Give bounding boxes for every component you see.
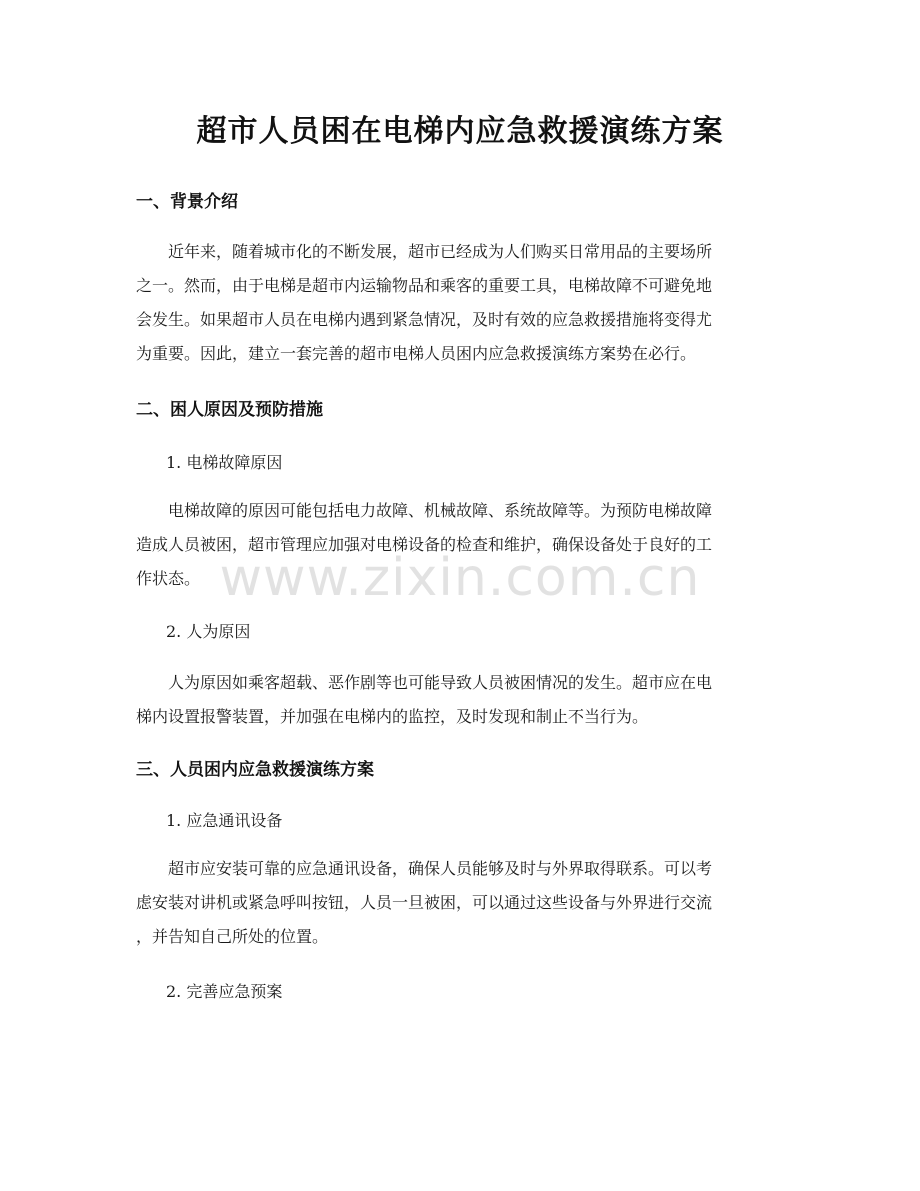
- paragraph-line: 电梯故障的原因可能包括电力故障、机械故障、系统故障等。为预防电梯故障: [168, 501, 713, 520]
- paragraph-line: 超市应安装可靠的应急通讯设备，确保人员能够及时与外界取得联系。可以考: [168, 859, 713, 878]
- paragraph-line: 之一。然而，由于电梯是超市内运输物品和乘客的重要工具，电梯故障不可避免地: [136, 276, 713, 295]
- subheading-elevator-fault: 1. 电梯故障原因: [166, 453, 283, 472]
- paragraph-line: ，并告知自己所处的位置。: [136, 927, 329, 946]
- subheading-communication: 1. 应急通讯设备: [166, 811, 283, 830]
- paragraph-background: [136, 235, 784, 371]
- paragraph-communication: [136, 852, 784, 954]
- paragraph-elevator-fault: [136, 494, 784, 596]
- section-heading-drill-plan: 三、人员困内应急救援演练方案: [136, 760, 374, 780]
- paragraph-line: 人为原因如乘客超载、恶作剧等也可能导致人员被困情况的发生。超市应在电: [168, 673, 713, 692]
- subheading-emergency-plan: 2. 完善应急预案: [166, 982, 283, 1001]
- paragraph-line: 梯内设置报警装置，并加强在电梯内的监控，及时发现和制止不当行为。: [136, 707, 649, 726]
- section-heading-background: 一、背景介绍: [136, 192, 238, 212]
- paragraph-human-factors: [136, 666, 784, 734]
- paragraph-line: 造成人员被困，超市管理应加强对电梯设备的检查和维护，确保设备处于良好的工: [136, 535, 713, 554]
- section-heading-causes: 二、困人原因及预防措施: [136, 400, 323, 420]
- paragraph-line: 作状态。: [136, 569, 201, 588]
- paragraph-line: 虑安装对讲机或紧急呼叫按钮，人员一旦被困，可以通过这些设备与外界进行交流: [136, 893, 713, 912]
- subheading-human-factors: 2. 人为原因: [166, 622, 251, 641]
- paragraph-line: 为重要。因此，建立一套完善的超市电梯人员困内应急救援演练方案势在必行。: [136, 344, 697, 363]
- paragraph-line: 近年来，随着城市化的不断发展，超市已经成为人们购买日常用品的主要场所: [168, 242, 713, 261]
- paragraph-line: 会发生。如果超市人员在电梯内遇到紧急情况，及时有效的应急救援措施将变得尤: [136, 310, 713, 329]
- watermark: www.zixin.com.cn: [219, 548, 701, 608]
- document-title: 超市人员困在电梯内应急救援演练方案: [196, 114, 724, 149]
